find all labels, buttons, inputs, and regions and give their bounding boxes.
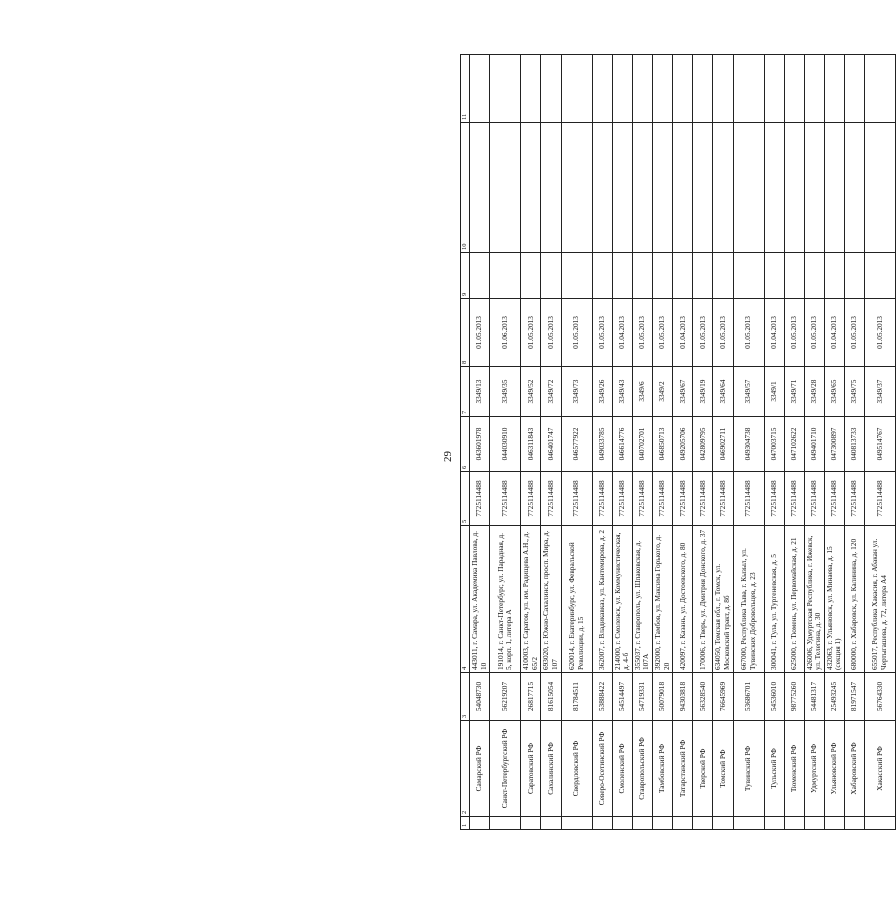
kpp-cell: 046577922 (561, 417, 592, 472)
number-cell: 3349/37 (864, 367, 895, 417)
code-cell: 56764330 (864, 673, 895, 721)
number-cell: 3349/28 (804, 367, 824, 417)
blank-cell (713, 55, 733, 123)
date-cell: 01.05.2013 (804, 299, 824, 367)
blank-cell (490, 55, 521, 123)
region-cell: Татарстанский РФ (673, 721, 693, 817)
date-cell: 01.06.2013 (490, 299, 521, 367)
blank-cell (521, 817, 541, 830)
blank-cell (632, 123, 652, 253)
table-row (844, 55, 864, 830)
date-cell: 01.04.2013 (612, 299, 632, 367)
code-cell: 26817715 (521, 673, 541, 721)
column-number: 6 (461, 417, 470, 472)
number-cell: 3349/19 (693, 367, 713, 417)
address-cell: 170006, г. Тверь, ул. Дмитрия Донского, д. 37 (693, 526, 713, 673)
blank-cell (673, 817, 693, 830)
code-cell: 81971547 (844, 673, 864, 721)
table-row (784, 55, 804, 830)
region-cell: Саратовский РФ (521, 721, 541, 817)
kpp-cell: 042809795 (693, 417, 713, 472)
address-cell: 667000, Республика Тыва, г. Кызыл, ул. Тувинских Добровольцев, д. 23 (733, 526, 764, 673)
address-cell: 620014, г. Екатеринбург, ул. Февральской Революции, д. 15 (561, 526, 592, 673)
blank-cell (592, 253, 612, 299)
kpp-cell: 049304738 (733, 417, 764, 472)
date-cell: 01.05.2013 (864, 299, 895, 367)
table-row (592, 55, 612, 830)
number-cell: 3349/72 (541, 367, 561, 417)
blank-cell (824, 123, 844, 253)
inn-cell: 7725114488 (764, 472, 784, 526)
blank-cell (693, 817, 713, 830)
date-cell: 01.05.2013 (693, 299, 713, 367)
blank-cell (673, 55, 693, 123)
region-cell: Удмуртский РФ (804, 721, 824, 817)
blank-cell (612, 55, 632, 123)
region-cell: Смоленский РФ (612, 721, 632, 817)
inn-cell: 7725114488 (490, 472, 521, 526)
number-cell: 3349/67 (673, 367, 693, 417)
blank-cell (470, 123, 490, 253)
blank-cell (592, 817, 612, 830)
region-cell: Самарский РФ (470, 721, 490, 817)
column-number: 7 (461, 367, 470, 417)
blank-cell (844, 55, 864, 123)
blank-cell (824, 253, 844, 299)
blank-cell (612, 817, 632, 830)
blank-cell (844, 817, 864, 830)
blank-cell (693, 123, 713, 253)
date-cell: 01.05.2013 (541, 299, 561, 367)
inn-cell: 7725114488 (632, 472, 652, 526)
blank-cell (693, 253, 713, 299)
table-row (804, 55, 824, 830)
date-cell: 01.05.2013 (784, 299, 804, 367)
inn-cell: 7725114488 (673, 472, 693, 526)
blank-cell (804, 253, 824, 299)
kpp-cell: 046850713 (653, 417, 673, 472)
kpp-cell: 046902711 (713, 417, 733, 472)
code-cell: 50079018 (653, 673, 673, 721)
table-row (733, 55, 764, 830)
code-cell: 94303818 (673, 673, 693, 721)
rotated-landscape-sheet (50, 55, 888, 845)
address-cell: 191014, г. Санкт-Петербург, ул. Парадная, д. 5, корп. 1, литера А (490, 526, 521, 673)
blank-cell (561, 123, 592, 253)
region-cell: Тульский РФ (764, 721, 784, 817)
number-cell: 3349/13 (470, 367, 490, 417)
column-number: 3 (461, 673, 470, 721)
blank-cell (784, 817, 804, 830)
blank-cell (673, 253, 693, 299)
region-cell: Сахалинский РФ (541, 721, 561, 817)
inn-cell: 7725114488 (612, 472, 632, 526)
code-cell: 98775260 (784, 673, 804, 721)
code-cell: 54514497 (612, 673, 632, 721)
blank-cell (693, 55, 713, 123)
blank-cell (804, 123, 824, 253)
table-row (864, 55, 895, 830)
blank-cell (824, 817, 844, 830)
blank-cell (804, 55, 824, 123)
inn-cell: 7725114488 (592, 472, 612, 526)
kpp-cell: 040813733 (844, 417, 864, 472)
address-cell: 655017, Республика Хакасия, г. Абакан ул. Чертыгашева, д. 72, литера А4 (864, 526, 895, 673)
table-row (764, 55, 784, 830)
address-cell: 432063, г. Ульяновск, ул. Минаева, д. 15 (секция 1) (824, 526, 844, 673)
blank-cell (733, 123, 764, 253)
inn-cell: 7725114488 (733, 472, 764, 526)
code-cell: 54048730 (470, 673, 490, 721)
table-row (612, 55, 632, 830)
table-row (521, 55, 541, 830)
blank-cell (864, 253, 895, 299)
region-cell: Северо-Осетинский РФ (592, 721, 612, 817)
column-number: 8 (461, 299, 470, 367)
number-cell: 3349/1 (764, 367, 784, 417)
kpp-cell: 049401710 (804, 417, 824, 472)
blank-cell (764, 253, 784, 299)
table-row (632, 55, 652, 830)
blank-cell (470, 55, 490, 123)
inn-cell: 7725114488 (804, 472, 824, 526)
blank-cell (561, 253, 592, 299)
blank-cell (784, 123, 804, 253)
blank-cell (541, 817, 561, 830)
address-cell: 680000, г. Хабаровск, ул. Калинина, д. 120 (844, 526, 864, 673)
kpp-cell: 046614776 (612, 417, 632, 472)
blank-cell (653, 817, 673, 830)
blank-cell (864, 123, 895, 253)
column-number: 1 (461, 817, 470, 830)
blank-cell (864, 817, 895, 830)
kpp-cell: 040702701 (632, 417, 652, 472)
blank-cell (490, 253, 521, 299)
region-cell: Хабаровский РФ (844, 721, 864, 817)
number-cell: 3349/35 (490, 367, 521, 417)
address-cell: 410003, г. Саратов, ул. им. Радищева А.Н., д. 65/2 (521, 526, 541, 673)
inn-cell: 7725114488 (784, 472, 804, 526)
blank-cell (844, 253, 864, 299)
address-cell: 443011, г. Самара, ул. Академика Павлова, д. 10 (470, 526, 490, 673)
blank-cell (612, 253, 632, 299)
region-cell: Хакасский РФ (864, 721, 895, 817)
table-row (673, 55, 693, 830)
date-cell: 01.05.2013 (470, 299, 490, 367)
kpp-cell: 047003715 (764, 417, 784, 472)
date-cell: 01.05.2013 (713, 299, 733, 367)
number-cell: 3349/2 (653, 367, 673, 417)
address-cell: 426006, Удмуртская Республика, г. Ижевск, ул. Телегина, д. 30 (804, 526, 824, 673)
table-row (561, 55, 592, 830)
table-row (541, 55, 561, 830)
blank-cell (521, 123, 541, 253)
kpp-cell: 047102622 (784, 417, 804, 472)
kpp-cell: 046311843 (521, 417, 541, 472)
code-cell: 53686701 (733, 673, 764, 721)
blank-cell (653, 55, 673, 123)
region-cell: Ульяновский РФ (824, 721, 844, 817)
page-number: 29 (442, 451, 454, 462)
inn-cell: 7725114488 (693, 472, 713, 526)
date-cell: 01.05.2013 (592, 299, 612, 367)
kpp-cell: 049514767 (864, 417, 895, 472)
address-cell: 420097, г. Казань, ул. Достоевского, д. 80 (673, 526, 693, 673)
column-number: 4 (461, 526, 470, 673)
blank-cell (521, 253, 541, 299)
column-number: 11 (461, 55, 470, 123)
code-cell: 53888422 (592, 673, 612, 721)
date-cell: 01.05.2013 (844, 299, 864, 367)
blank-cell (470, 817, 490, 830)
column-number: 9 (461, 253, 470, 299)
inn-cell: 7725114488 (713, 472, 733, 526)
blank-cell (632, 55, 652, 123)
date-cell: 01.05.2013 (653, 299, 673, 367)
kpp-cell: 044030910 (490, 417, 521, 472)
blank-cell (653, 253, 673, 299)
blank-cell (561, 55, 592, 123)
region-cell: Тувинский РФ (733, 721, 764, 817)
date-cell: 01.05.2013 (632, 299, 652, 367)
blank-cell (612, 123, 632, 253)
table-row (824, 55, 844, 830)
blank-cell (764, 55, 784, 123)
blank-cell (673, 123, 693, 253)
kpp-cell: 046401747 (541, 417, 561, 472)
address-cell: 392000, г. Тамбов, ул. Максима Горького, д. 20 (653, 526, 673, 673)
column-number-row (461, 55, 470, 830)
address-cell: 693020, г. Южно-Сахалинск, просп. Мира, д. 107 (541, 526, 561, 673)
blank-cell (521, 55, 541, 123)
inn-cell: 7725114488 (824, 472, 844, 526)
region-cell: Ставропольский РФ (632, 721, 652, 817)
address-cell: 634050, Томская обл., г. Томск, ул. Московский тракт, д. 8б (713, 526, 733, 673)
blank-cell (541, 253, 561, 299)
code-cell: 76645969 (713, 673, 733, 721)
address-cell: 214000, г. Смоленск, ул. Коммунистическая, д. 4-б (612, 526, 632, 673)
date-cell: 01.04.2013 (673, 299, 693, 367)
blank-cell (713, 123, 733, 253)
kpp-cell: 047300897 (824, 417, 844, 472)
code-cell: 81615054 (541, 673, 561, 721)
number-cell: 3349/43 (612, 367, 632, 417)
code-cell: 56219207 (490, 673, 521, 721)
blank-cell (592, 55, 612, 123)
number-cell: 3349/26 (592, 367, 612, 417)
inn-cell: 7725114488 (653, 472, 673, 526)
table-body (470, 55, 896, 830)
date-cell: 01.04.2013 (764, 299, 784, 367)
blank-cell (632, 817, 652, 830)
region-cell: Свердловский РФ (561, 721, 592, 817)
kpp-cell: 049205706 (673, 417, 693, 472)
blank-cell (490, 817, 521, 830)
number-cell: 3349/65 (824, 367, 844, 417)
blank-cell (844, 123, 864, 253)
blank-cell (713, 253, 733, 299)
address-cell: 300041, г. Тула, ул. Тургеневская, д. 5 (764, 526, 784, 673)
date-cell: 01.05.2013 (561, 299, 592, 367)
table-row (470, 55, 490, 830)
table-row (693, 55, 713, 830)
inn-cell: 7725114488 (541, 472, 561, 526)
date-cell: 01.05.2013 (733, 299, 764, 367)
code-cell: 81784511 (561, 673, 592, 721)
date-cell: 01.05.2013 (521, 299, 541, 367)
blank-cell (713, 817, 733, 830)
region-cell: Томский РФ (713, 721, 733, 817)
inn-cell: 7725114488 (561, 472, 592, 526)
address-cell: 625000, г. Тюмень, ул. Первомайская, д. 21 (784, 526, 804, 673)
inn-cell: 7725114488 (521, 472, 541, 526)
kpp-cell: 049033785 (592, 417, 612, 472)
code-cell: 54536010 (764, 673, 784, 721)
blank-cell (824, 55, 844, 123)
code-cell: 54481317 (804, 673, 824, 721)
table-row (713, 55, 733, 830)
table-row (490, 55, 521, 830)
table-row (653, 55, 673, 830)
number-cell: 3349/52 (521, 367, 541, 417)
inn-cell: 7725114488 (864, 472, 895, 526)
blank-cell (541, 123, 561, 253)
blank-cell (592, 123, 612, 253)
code-cell: 54719331 (632, 673, 652, 721)
region-cell: Санкт-Петербургский РФ (490, 721, 521, 817)
blank-cell (653, 123, 673, 253)
blank-cell (864, 55, 895, 123)
region-cell: Тюменский РФ (784, 721, 804, 817)
blank-cell (541, 55, 561, 123)
blank-cell (784, 253, 804, 299)
number-cell: 3349/57 (733, 367, 764, 417)
blank-cell (561, 817, 592, 830)
column-number: 2 (461, 721, 470, 817)
blank-cell (804, 817, 824, 830)
number-cell: 3349/64 (713, 367, 733, 417)
blank-cell (764, 817, 784, 830)
inn-cell: 7725114488 (844, 472, 864, 526)
column-number: 10 (461, 123, 470, 253)
code-cell: 56328540 (693, 673, 713, 721)
number-cell: 3349/75 (844, 367, 864, 417)
number-cell: 3349/6 (632, 367, 652, 417)
code-cell: 25493245 (824, 673, 844, 721)
regional-branches-table (460, 54, 896, 830)
address-cell: 362007, г. Владикавказ, ул. Кантемирова, д. 2 (592, 526, 612, 673)
blank-cell (784, 55, 804, 123)
blank-cell (470, 253, 490, 299)
blank-cell (764, 123, 784, 253)
blank-cell (733, 55, 764, 123)
column-number: 5 (461, 472, 470, 526)
inn-cell: 7725114488 (470, 472, 490, 526)
region-cell: Тверской РФ (693, 721, 713, 817)
number-cell: 3349/71 (784, 367, 804, 417)
kpp-cell: 043601978 (470, 417, 490, 472)
blank-cell (733, 817, 764, 830)
blank-cell (733, 253, 764, 299)
date-cell: 01.04.2013 (824, 299, 844, 367)
address-cell: 355037, г. Ставрополь, ул. Шпаковская, д. 107А (632, 526, 652, 673)
number-cell: 3349/73 (561, 367, 592, 417)
region-cell: Тамбовский РФ (653, 721, 673, 817)
blank-cell (490, 123, 521, 253)
blank-cell (632, 253, 652, 299)
